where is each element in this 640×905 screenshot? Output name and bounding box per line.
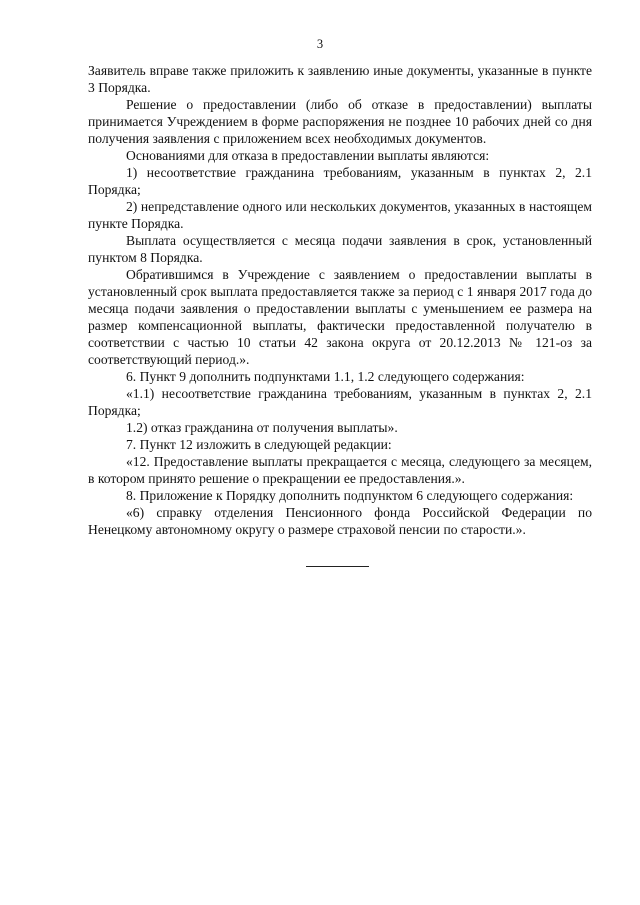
paragraph-item-6: 6. Пункт 9 дополнить подпунктами 1.1, 1.2 следующего содержания: [126,369,525,384]
paragraph-payment-start: Выплата осуществляется с месяца подачи заявления в срок, установленный пунктом 8 Порядка. [88,233,592,265]
paragraph-item-12: «12. Предоставление выплаты прекращается с месяца, следующего за месяцем, в котором принято решение о прекращении ее предоставления.». [88,454,592,486]
document-body [88,62,592,538]
paragraph-applicant-documents: Заявитель вправе также приложить к заявлению иные документы, указанные в пункте 3 Порядка. [88,63,592,95]
paragraph-decision: Решение о предоставлении (либо об отказе в предоставлении) выплаты принимается Учреждением в форме распоряжения не позднее 10 рабочих дней со дня получения заявления с приложением всех необходимых документов. [88,97,592,146]
paragraph-subitem-1-1: «1.1) несоответствие гражданина требованиям, указанным в пунктах 2, 2.1 Порядка; [88,386,592,418]
paragraph-ground-2: 2) непредставление одного или нескольких документов, указанных в настоящем пункте Порядка. [88,199,592,231]
paragraph-payment-period: Обратившимся в Учреждение с заявлением о предоставлении выплаты в установленный срок выплата предоставляется также за период с 1 января 2017 года до месяца подачи заявления о предоставлении выплаты с уменьшением ее размера на размер компенсационной выплаты, фактически предоставленной получателю в соответствии с частью 10 статьи 42 закона округа от 20.12.2013 № 121-оз за соответствующий период.». [88,267,592,367]
paragraph-item-8: 8. Приложение к Порядку дополнить подпунктом 6 следующего содержания: [126,488,574,503]
paragraph-subitem-6: «6) справку отделения Пенсионного фонда Российской Федерации по Ненецкому автономному округу о размере страховой пенсии по старости.». [88,505,592,537]
end-divider [306,566,369,567]
paragraph-item-7: 7. Пункт 12 изложить в следующей редакции: [126,437,392,452]
paragraph-refusal-grounds: Основаниями для отказа в предоставлении выплаты являются: [126,148,490,163]
page-number: 3 [316,37,324,51]
paragraph-subitem-1-2: 1.2) отказ гражданина от получения выплаты». [126,420,398,435]
paragraph-ground-1: 1) несоответствие гражданина требованиям, указанным в пунктах 2, 2.1 Порядка; [88,165,592,197]
